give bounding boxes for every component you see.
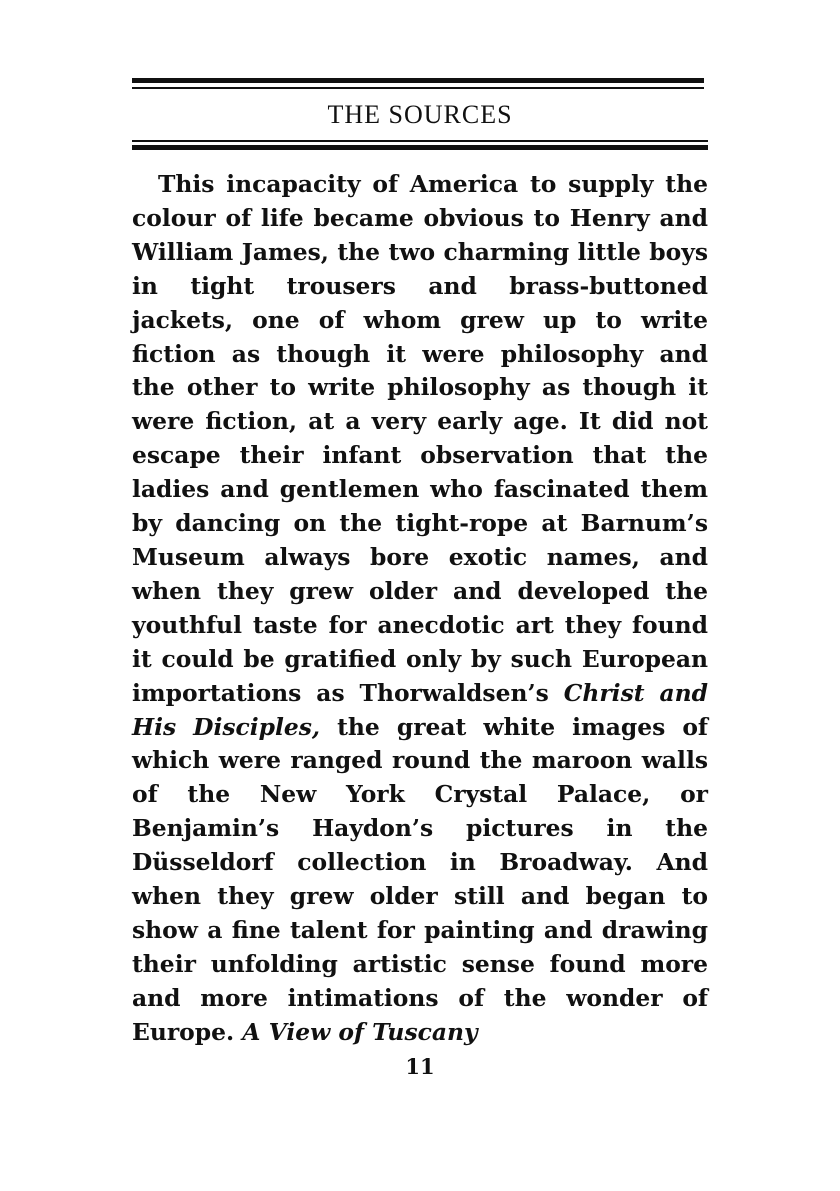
header-rule-thin-lower [132,140,708,142]
text-segment-1: This incapacity of America to supply the colour of life became obvious to Henry and William James, the two charming little boys in tight trousers and brass-buttoned jackets, one of whom grew up to write fiction as though it were philosophy and the other to write philosophy as though it were fiction, at a very early age. It did not escape their infant observation that the ladies and gentlemen who fascinated them by dancing on the tight-rope at Barnum’s Museum always bore exotic names, and when they grew older and developed the youthful taste for anecdotic art they found it could be gratified only by such European importations as Thorwaldsen’s [132,170,708,707]
body-paragraph [132,168,708,1050]
italic-title-christ-and-his-disciples: Christ and His Disciples, [132,678,708,741]
text-segment-2: the great white images of which were ranged round the maroon walls of the New York Crystal Palace, or Benjamin’s Haydon’s pictures in the Düsseldorf collection in Broadway. And when they grew older still and began to show a fine talent for painting and drawing their unfolding artistic sense found more and more intimations of the wonder of Europe. [132,712,708,1046]
book-page [132,78,708,1079]
header-rule-top [132,78,708,96]
italic-title-a-view-of-tuscany: A View of Tuscany [242,1017,478,1046]
page-number: 11 [405,1053,435,1079]
header-rule-thick-lower [132,145,708,150]
header-rule-thin [132,87,704,89]
header-rule-bottom [132,140,708,156]
running-head: THE SOURCES [327,100,513,129]
header-rule-thick [132,78,704,83]
